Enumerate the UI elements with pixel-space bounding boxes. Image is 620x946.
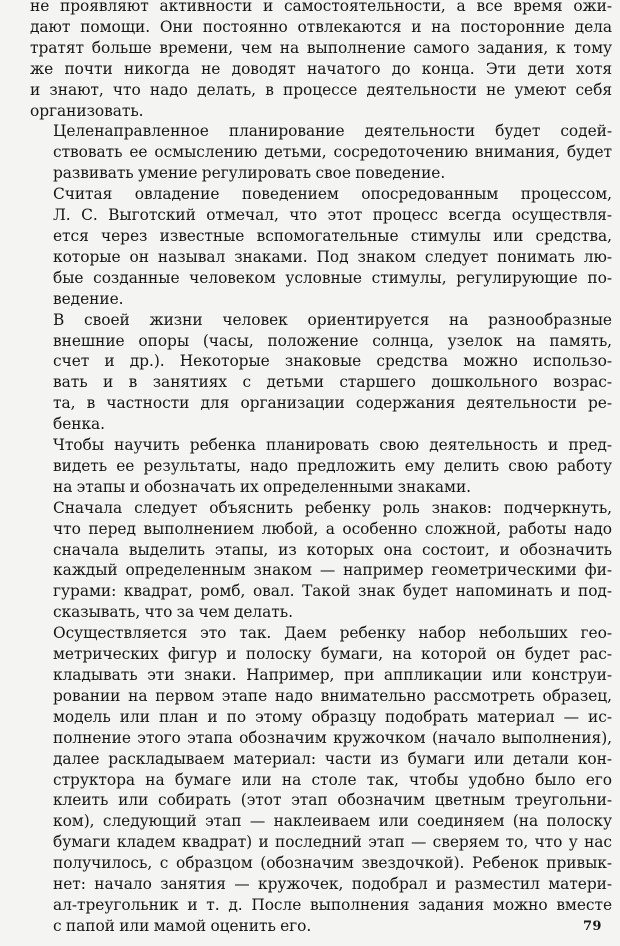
paragraph	[30, 498, 612, 623]
paragraph	[30, 623, 612, 937]
text-line: которые он называл знаками. Под знаком следует понимать лю-	[53, 247, 612, 266]
paragraph	[30, 310, 612, 435]
text-line: сначала выделить этапы, из которых она состоит, и обозначить	[53, 540, 612, 559]
text-line: полнение этого этапа обозначим кружочком (начало выполнения),	[53, 728, 612, 747]
text-line: внешние опоры (часы, положение солнца, узелок на память,	[53, 331, 612, 350]
text-line: кладывать эти знаки. Например, при аппликации или конструи-	[53, 666, 612, 684]
text-line: Чтобы научить ребенка планировать свою деятельность и пред-	[53, 436, 612, 455]
text-line: та, в частности для организации содержания деятельности ре-	[53, 394, 612, 413]
page-number: 79	[583, 919, 602, 934]
text-line: Считая овладение поведением опосредованным процессом,	[53, 185, 612, 204]
text-line: ком), следующий этап — наклеиваем или соединяем (на полоску	[53, 812, 612, 831]
text-line: структора на бумаге или на столе так, чтобы удобно было его	[53, 770, 612, 789]
text-line: бенка.	[53, 415, 106, 434]
text-line: на этапы и обозначать их определенными знаками.	[53, 477, 472, 496]
text-line: получилось, с образцом (обозначим звездочкой). Ребенок привык-	[53, 854, 612, 873]
text-line: что перед выполнением любой, а особенно сложной, работы надо	[53, 519, 612, 538]
text-line: Целенаправленное планирование деятельности будет содей-	[53, 122, 612, 141]
paragraph	[30, 0, 612, 121]
text-line: далее раскладываем материал: части из бумаги или детали кон-	[53, 749, 612, 768]
paragraph	[30, 121, 612, 184]
text-line: бые созданные человеком условные стимулы, регулирующие по-	[53, 268, 612, 287]
text-line: развивать умение регулировать свое поведение.	[53, 164, 446, 183]
text-line: В своей жизни человек ориентируется на разнообразные	[53, 310, 612, 329]
text-line: бумаги кладем квадрат) и последний этап — сверяем то, что у нас	[53, 833, 612, 852]
text-line: модель или план и по этому образцу подобрать материал — ис-	[53, 707, 612, 726]
text-line: тратят больше времени, чем на выполнение самого задания, к тому	[30, 38, 612, 57]
text-line: ал-треугольник и т. д. После выполнения задания можно вместе	[53, 895, 612, 914]
text-line: дают помощи. Они постоянно отвлекаются и на посторонние дела	[30, 17, 612, 36]
paragraph	[30, 184, 612, 309]
text-line: ется через известные вспомогательные стимулы или средства,	[53, 226, 612, 245]
text-line: с папой или мамой оценить его.	[53, 916, 312, 935]
text-line: ствовать ее осмыслению детьми, сосредоточению внимания, будет	[53, 143, 612, 162]
text-line: ровании на первом этапе надо внимательно рассмотреть образец,	[53, 686, 612, 705]
text-line: Л. С. Выготский отмечал, что этот процесс всегда осуществля-	[53, 206, 612, 225]
page-body-text	[30, 0, 612, 937]
text-line: счет и др.). Некоторые знаковые средства можно использо-	[53, 352, 612, 371]
text-line: не проявляют активности и самостоятельности, а все время ожи-	[30, 0, 612, 15]
text-line: метрических фигур и полоску бумаги, на которой он будет рас-	[53, 645, 612, 664]
text-line: и знают, что надо делать, в процессе деятельности не умеют себя	[30, 80, 612, 99]
text-line: Сначала следует объяснить ребенку роль знаков: подчеркнуть,	[53, 498, 612, 517]
text-line: нет: начало занятия — кружочек, подобрал и разместил матери-	[53, 875, 612, 894]
text-line: организовать.	[30, 101, 144, 120]
paragraph	[30, 435, 612, 498]
text-line: клеить или собирать (этот этап обозначим цветным треугольни-	[53, 791, 612, 810]
text-line: гурами: квадрат, ромб, овал. Такой знак будет напоминать и под-	[53, 582, 612, 601]
text-line: видеть ее результаты, надо предложить ему делить свою работу	[53, 456, 612, 475]
text-line: же почти никогда не доводят начатого до конца. Эти дети хотя	[30, 59, 612, 78]
text-line: каждый определенным знаком — например геометрическими фи-	[53, 561, 612, 580]
text-line: сказывать, что за чем делать.	[53, 603, 293, 622]
text-line: ведение.	[53, 289, 124, 308]
text-line: Осуществляется это так. Даем ребенку набор небольших гео-	[53, 624, 612, 643]
text-line: вать и в занятиях с детьми старшего дошкольного возрас-	[53, 373, 612, 392]
